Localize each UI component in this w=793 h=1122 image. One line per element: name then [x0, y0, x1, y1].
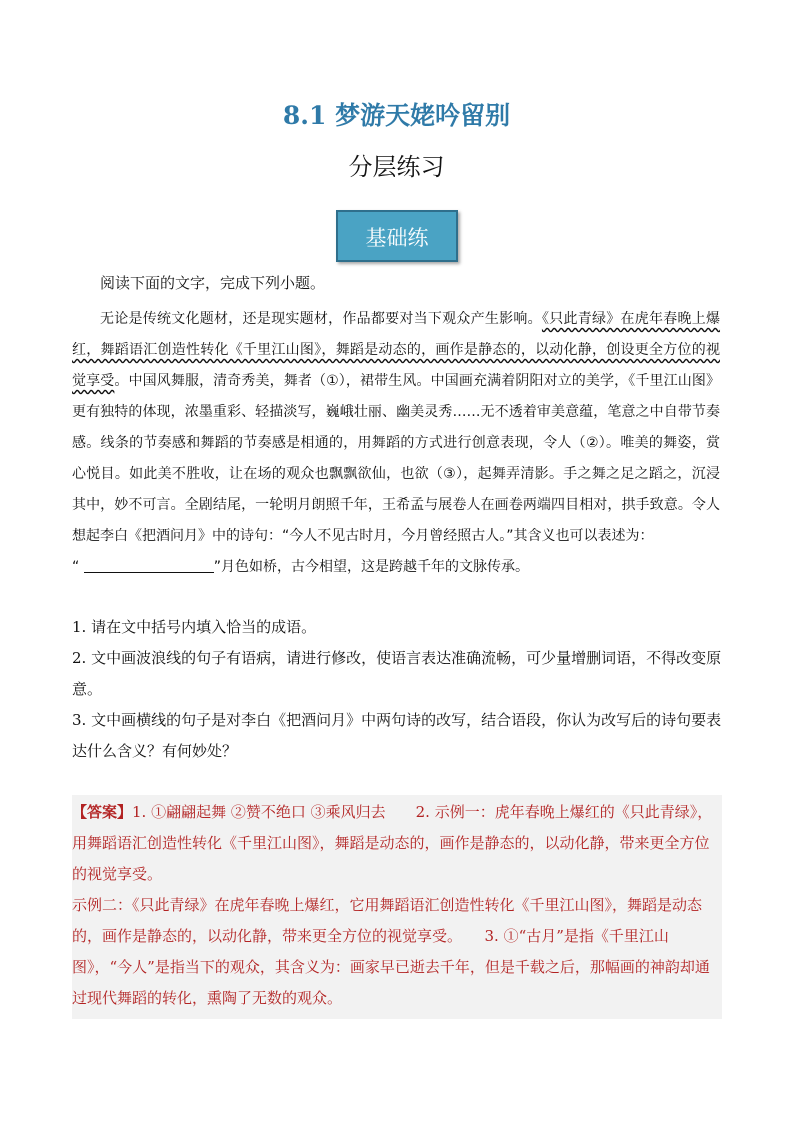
- answer-tag: 【答案】: [72, 803, 133, 821]
- question-item: 1. 请在文中括号内填入恰当的成语。: [72, 618, 317, 636]
- answer-line: 1. ①翩翩起舞 ②赞不绝口 ③乘风归去 2. 示例一：虎年春晚上爆红的《只此青绿》，用舞蹈语汇创造性转化《千里江山图》，舞蹈是动态的，画作是静态的，以动化静，带来更全方位的视觉享受。: [72, 803, 713, 883]
- section-badge: 基础练: [336, 210, 458, 262]
- quote-open-mark: “: [72, 559, 80, 575]
- answer-box: [72, 795, 722, 1019]
- reading-passage: [72, 304, 720, 583]
- page-title: 8.1 梦游天姥吟留别: [282, 101, 511, 130]
- wavy-underlined-sentence: 《只此青绿》在虎年春晚上爆红，舞蹈语汇创造性转化《千里江山图》，舞蹈是动态的，画作是静态的，以动化静，创设更全方位的视觉享受: [72, 311, 721, 389]
- page-subtitle: 分层练习: [348, 153, 445, 181]
- fill-blank-line: [84, 558, 214, 573]
- quote-rest: ”月色如桥，古今相望，这是跨越千年的文脉传承。: [213, 559, 529, 575]
- question-list: [72, 612, 722, 767]
- answer-line: 示例二：《只此青绿》在虎年春晚上爆红，它用舞蹈语汇创造性转化《千里江山图》，舞蹈是动态的，画作是静态的，以动化静，带来更全方位的视觉享受。 3. ①“古月”是指《千里江山图》，“今人”是指当下的观众，其含义为：画家早已逝去千年，但是千载之后，那幅画的神韵却通过现代舞蹈的转化，熏陶了无数的观众。: [72, 896, 710, 1007]
- question-item: 2. 文中画波浪线的句子有语病，请进行修改，使语言表达准确流畅，可少量增删词语，不得改变原意。: [72, 649, 722, 698]
- question-item: 3. 文中画横线的句子是对李白《把酒问月》中两句诗的改写，结合语段，你认为改写后的诗句要表达什么含义？有何妙处？: [72, 711, 722, 760]
- instruction-text: 阅读下面的文字，完成下列小题。: [100, 274, 326, 292]
- quote-line: [72, 552, 720, 583]
- passage-sentence: 无论是传统文化题材，还是现实题材，作品都要对当下观众产生影响。: [100, 311, 542, 327]
- passage-sentence: 。中国风舞服，清奇秀美，舞者（①），裙带生风。中国画充满着阴阳对立的美学，《千里江山图》更有独特的体现，浓墨重彩、轻描淡写，巍峨壮丽、幽美灵秀……无不透着审美意蕴，笔意之中自带节奏感。线条的节奏感和舞蹈的节奏感是相通的，用舞蹈的方式进行创意表现，令人（②）。唯美的舞姿，赏心悦目。如此美不胜收，让在场的观众也飘飘欲仙，也欲（③），起舞弄清影。手之舞之足之蹈之，沉浸其中，妙不可言。全剧结尾，一轮明月朗照千年，王希孟与展卷人在画卷两端四目相对，拱手致意。令人想起李白《把酒问月》中的诗句：“今人不见古时月，今月曾经照古人。”其含义也可以表述为：: [72, 373, 720, 544]
